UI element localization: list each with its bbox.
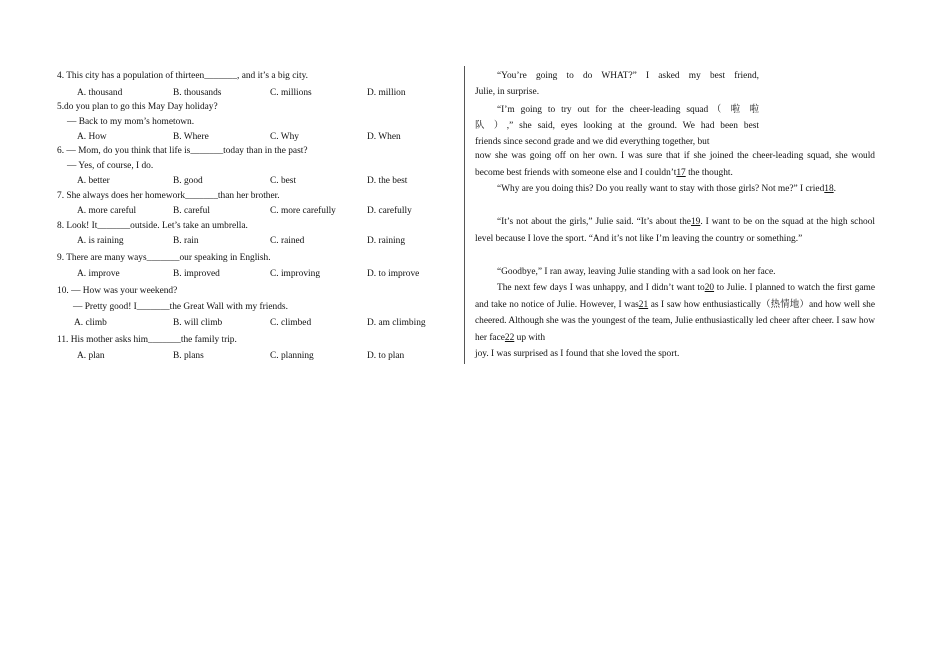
passage-p1-line2: Julie, in surprise. xyxy=(475,87,540,97)
question-8-stem: 8. Look! It_______outside. Let’s take an umbrella. xyxy=(57,221,248,231)
blank-17: 17 xyxy=(676,167,686,178)
blank-20: 20 xyxy=(704,283,715,293)
q8-option-a: A. is raining xyxy=(77,236,124,246)
question-9-stem: 9. There are many ways_______our speaking in English. xyxy=(57,253,271,263)
question-5-answer: — Back to my mom’s hometown. xyxy=(67,117,195,127)
question-11-stem: 11. His mother asks him_______the family trip. xyxy=(57,335,237,345)
q10-option-a: A. climb xyxy=(74,318,107,328)
q7-option-d: D. carefully xyxy=(367,206,412,216)
question-10-answer: — Pretty good! I_______the Great Wall with my friends. xyxy=(73,302,288,312)
q4-option-d: D. million xyxy=(367,88,406,98)
q7-option-b: B. careful xyxy=(173,206,210,216)
question-6-stem: 6. — Mom, do you think that life is_______today than in the past? xyxy=(57,146,308,156)
q6-option-a: A. better xyxy=(77,176,110,186)
q11-option-c: C. planning xyxy=(270,351,314,361)
passage-p1-line1: “You’re going to do WHAT?” I asked my best friend, xyxy=(497,71,759,81)
q7-option-a: A. more careful xyxy=(77,206,137,216)
column-divider xyxy=(464,66,465,364)
q8-option-b: B. rain xyxy=(173,236,199,246)
q9-option-d: D. to improve xyxy=(367,269,420,279)
q9-option-a: A. improve xyxy=(77,269,120,279)
passage-p2-line2: 队 ）,” she said, eyes looking at the ground. We had been best xyxy=(475,121,759,131)
q5-option-b: B. Where xyxy=(173,132,209,142)
passage-p2-rest: now she was going off on her own. I was sure that if she joined the cheer-leading squad, she would become best friends with someone else and I couldn’t17 the thought. xyxy=(475,151,875,178)
question-4-stem: 4. This city has a population of thirteen_______, and it’s a big city. xyxy=(57,71,308,81)
passage-p5: “Goodbye,” I ran away, leaving Julie standing with a sad look on her face. xyxy=(497,267,776,277)
q5-option-a: A. How xyxy=(77,132,107,142)
q11-option-a: A. plan xyxy=(77,351,105,361)
passage-p2-line3: friends since second grade and we did everything together, but xyxy=(475,137,710,147)
q7-option-c: C. more carefully xyxy=(270,206,336,216)
q9-option-c: C. improving xyxy=(270,269,321,279)
q5-option-d: D. When xyxy=(367,132,401,142)
passage-p4: “It’s not about the girls,” Julie said. “It’s about the19. I want to be on the squad at the high school level because I love the sport. “And it’s not like I’m leaving the country or something.” xyxy=(475,217,875,244)
q4-option-c: C. millions xyxy=(270,88,312,98)
q5-option-c: C. Why xyxy=(270,132,299,142)
passage-p6: The next few days I was unhappy, and I didn’t want to20 to Julie. I planned to watch the first game and take no notice of Julie. However, I was21 as I saw how enthusiastically（热情地）and how well she cheered. Although she was the youngest of the team, Julie enthusiastically led cheer after cheer. I saw how her face22 up with xyxy=(475,283,876,343)
q10-option-c: C. climbed xyxy=(270,318,312,328)
q10-option-d: D. am climbing xyxy=(367,318,426,328)
question-6-answer: — Yes, of course, I do. xyxy=(67,161,154,171)
passage-p2-line1: “I’m going to try out for the cheer-leading squad（ 啦 啦 xyxy=(497,105,759,115)
q8-option-d: D. raining xyxy=(367,236,406,246)
q11-option-d: D. to plan xyxy=(367,351,405,361)
passage-p6-last-line: joy. I was surprised as I found that she loved the sport. xyxy=(475,349,680,359)
q6-option-b: B. good xyxy=(173,176,203,186)
q6-option-c: C. best xyxy=(270,176,297,186)
question-5-stem: 5.do you plan to go this May Day holiday? xyxy=(57,102,218,112)
question-7-stem: 7. She always does her homework_______than her brother. xyxy=(57,191,280,201)
question-10-stem: 10. — How was your weekend? xyxy=(57,286,178,296)
q4-option-a: A. thousand xyxy=(77,88,123,98)
q6-option-d: D. the best xyxy=(367,176,408,186)
q9-option-b: B. improved xyxy=(173,269,220,279)
q8-option-c: C. rained xyxy=(270,236,305,246)
passage-p3: “Why are you doing this? Do you really want to stay with those girls? Not me?” I cried18. xyxy=(497,184,836,194)
blank-21: 21 xyxy=(638,299,649,310)
q10-option-b: B. will climb xyxy=(173,318,223,328)
q4-option-b: B. thousands xyxy=(173,88,222,98)
blank-18: 18 xyxy=(824,184,834,194)
blank-22: 22 xyxy=(504,332,515,343)
blank-19: 19 xyxy=(690,217,701,227)
q11-option-b: B. plans xyxy=(173,351,204,361)
